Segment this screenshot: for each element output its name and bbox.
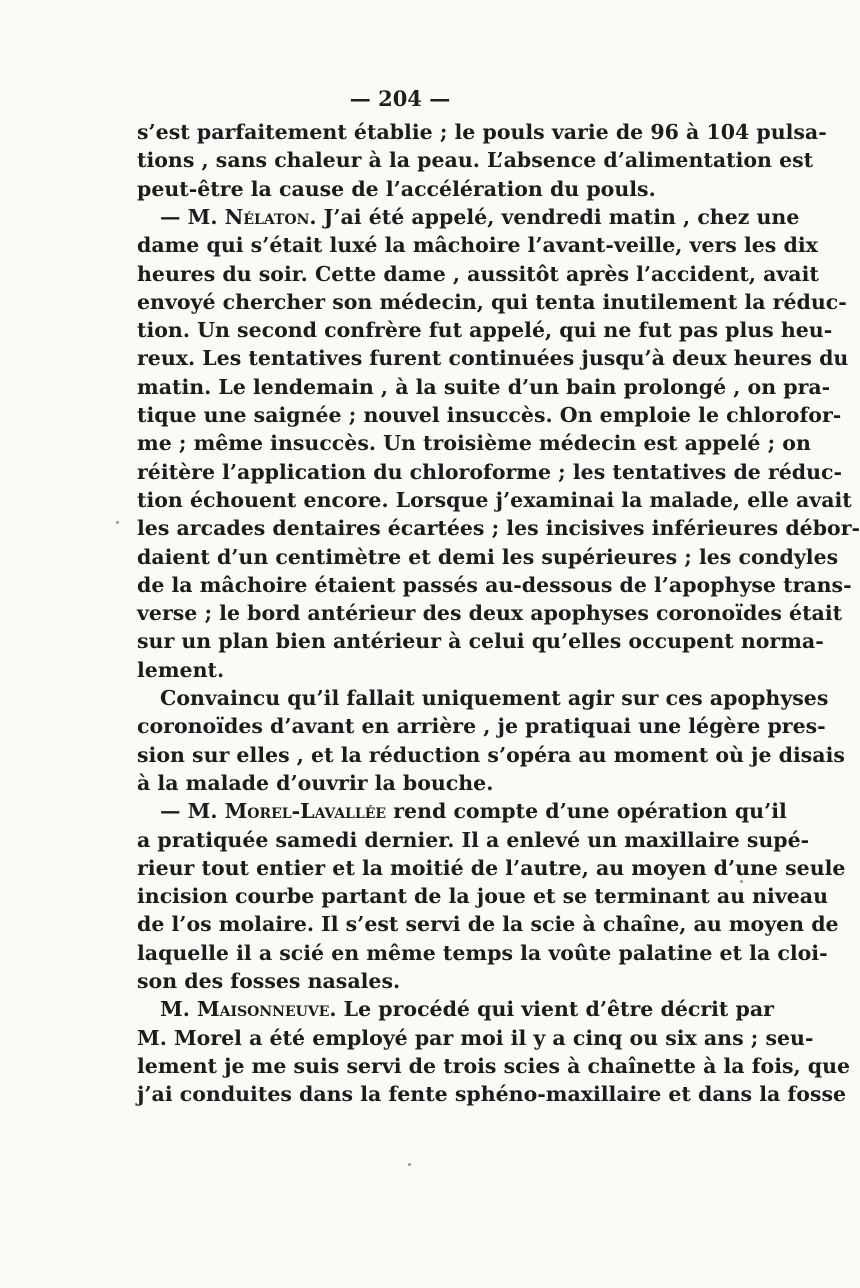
- speaker-name: Maisonneuve: [196, 997, 330, 1022]
- text-line: envoyé chercher son médecin, qui tenta inutilement la réduc-: [137, 289, 847, 314]
- line-lead: M.: [160, 997, 197, 1022]
- text-line: lement je me suis servi de trois scies à chaînette à la fois, que: [137, 1053, 851, 1078]
- text-line: sur un plan bien antérieur à celui qu’elles occupent norma-: [137, 629, 824, 654]
- text-line: a pratiquée samedi dernier. Il a enlevé un maxillaire supé-: [137, 827, 810, 852]
- line-lead: — M.: [160, 204, 225, 229]
- text-line: me ; même insuccès. Un troisième médecin est appelé ; on: [137, 431, 811, 456]
- text-line: matin. Le lendemain , à la suite d’un bain prolongé , on pra-: [137, 374, 831, 399]
- text-line: de l’os molaire. Il s’est servi de la scie à chaîne, au moyen de: [137, 912, 839, 937]
- text-line: j’ai conduites dans la fente sphéno-maxillaire et dans la fosse: [137, 1082, 847, 1107]
- text-line: [160, 203, 800, 232]
- text-line: sion sur elles , et la réduction s’opéra au moment où je disais: [137, 742, 845, 767]
- text-line: daient d’un centimètre et demi les supérieures ; les condyles: [137, 544, 839, 569]
- line-text: rend compte d’une opération qu’il: [386, 799, 787, 824]
- text-line: tion échouent encore. Lorsque j’examinai la malade, elle avait: [137, 487, 852, 512]
- text-line: incision courbe partant de la joue et se terminant au niveau: [137, 884, 828, 909]
- text-line: [160, 995, 774, 1024]
- speaker-name: Nélaton: [224, 204, 310, 229]
- text-line: Convaincu qu’il fallait uniquement agir sur ces apophyses: [160, 686, 829, 710]
- text-line: tique une saignée ; nouvel insuccès. On emploie le chlorofor-: [137, 403, 842, 427]
- text-line: lement.: [137, 657, 225, 682]
- text-line: s’est parfaitement établie ; le pouls varie de 96 à 104 pulsa-: [137, 120, 827, 144]
- text-line: laquelle il a scié en même temps la voûte palatine et la cloi-: [137, 940, 828, 965]
- page-number: — 204 —: [349, 86, 451, 111]
- text-line: reux. Les tentatives furent continuées jusqu’à deux heures du: [137, 346, 849, 371]
- text-line: réitère l’application du chloroforme ; les tentatives de réduc-: [137, 459, 843, 484]
- text-line: peut-être la cause de l’accélération du pouls.: [137, 176, 656, 201]
- text-line: [160, 797, 787, 826]
- text-line: rieur tout entier et la moitié de l’autre, au moyen d’une seule: [137, 855, 846, 880]
- text-line: coronoïdes d’avant en arrière , je pratiquai une légère pres-: [137, 714, 826, 739]
- line-lead: — M.: [160, 799, 225, 824]
- line-text: . J’ai été appelé, vendredi matin , chez une: [309, 204, 800, 229]
- text-line: heures du soir. Cette dame , aussitôt après l’accident, avait: [137, 261, 819, 286]
- text-line: verse ; le bord antérieur des deux apophyses coronoïdes était: [137, 601, 843, 626]
- paper-speck: [408, 1163, 411, 1166]
- text-line: M. Morel a été employé par moi il y a cinq ou six ans ; seu-: [137, 1025, 814, 1050]
- text-line: à la malade d’ouvrir la bouche.: [137, 770, 494, 795]
- text-line: tions , sans chaleur à la peau. L’absence d’alimentation est: [137, 148, 814, 173]
- text-line: de la mâchoire étaient passés au-dessous de l’apophyse trans-: [137, 572, 852, 597]
- text-line: les arcades dentaires écartées ; les incisives inférieures débor-: [137, 516, 860, 541]
- text-line: dame qui s’était luxé la mâchoire l’avant-veille, vers les dix: [137, 233, 818, 258]
- text-line: son des fosses nasales.: [137, 969, 401, 993]
- paper-speck: [740, 880, 743, 883]
- line-text: . Le procédé qui vient d’être décrit par: [329, 997, 774, 1022]
- paper-speck: [116, 521, 119, 524]
- text-line: tion. Un second confrère fut appelé, qui ne fut pas plus heu-: [137, 318, 833, 343]
- speaker-name: Morel-Lavallée: [224, 799, 387, 824]
